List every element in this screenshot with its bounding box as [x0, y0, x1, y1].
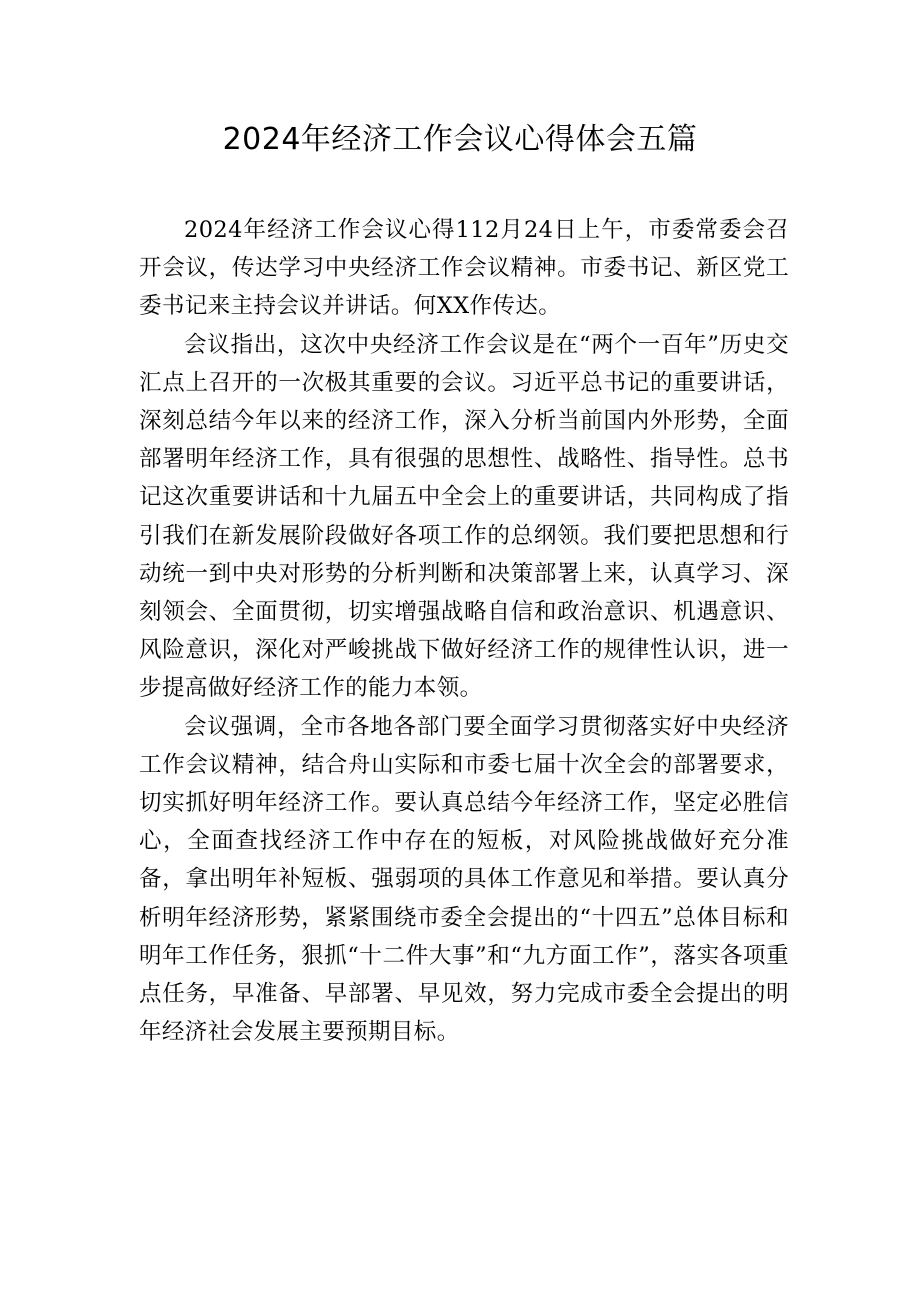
- document-title: 2024年经济工作会议心得体会五篇: [222, 122, 698, 157]
- paragraph-2: 会议指出，这次中央经济工作会议是在“两个一百年”历史交汇点上召开的一次极其重要的会议。习近平总书记的重要讲话，深刻总结今年以来的经济工作，深入分析当前国内外形势，全面部署明年经济工作，具有很强的思想性、战略性、指导性。总书记这次重要讲话和十九届五中全会上的重要讲话，共同构成了指引我们在新发展阶段做好各项工作的总纲领。我们要把思想和行动统一到中央对形势的分析判断和决策部署上来，认真学习、深刻领会、全面贯彻，切实增强战略自信和政治意识、机遇意识、风险意识，深化对严峻挑战下做好经济工作的规律性认识，进一步提高做好经济工作的能力本领。: [139, 331, 789, 702]
- document-body: [139, 211, 789, 1051]
- paragraph-3: 会议强调，全市各地各部门要全面学习贯彻落实好中央经济工作会议精神，结合舟山实际和市委七届十次全会的部署要求，切实抓好明年经济工作。要认真总结今年经济工作，坚定必胜信心，全面查找经济工作中存在的短板，对风险挑战做好充分准备，拿出明年补短板、强弱项的具体工作意见和举措。要认真分析明年经济形势，紧紧围绕市委全会提出的“十四五”总体目标和明年工作任务，狠抓“十二件大事”和“九方面工作”，落实各项重点任务，早准备、早部署、早见效，努力完成市委全会提出的明年经济社会发展主要预期目标。: [139, 713, 789, 1046]
- paragraph-1: 2024年经济工作会议心得112月24日上午，市委常委会召开会议，传达学习中央经济工作会议精神。市委书记、新区党工委书记来主持会议并讲话。何XX作传达。: [139, 217, 789, 320]
